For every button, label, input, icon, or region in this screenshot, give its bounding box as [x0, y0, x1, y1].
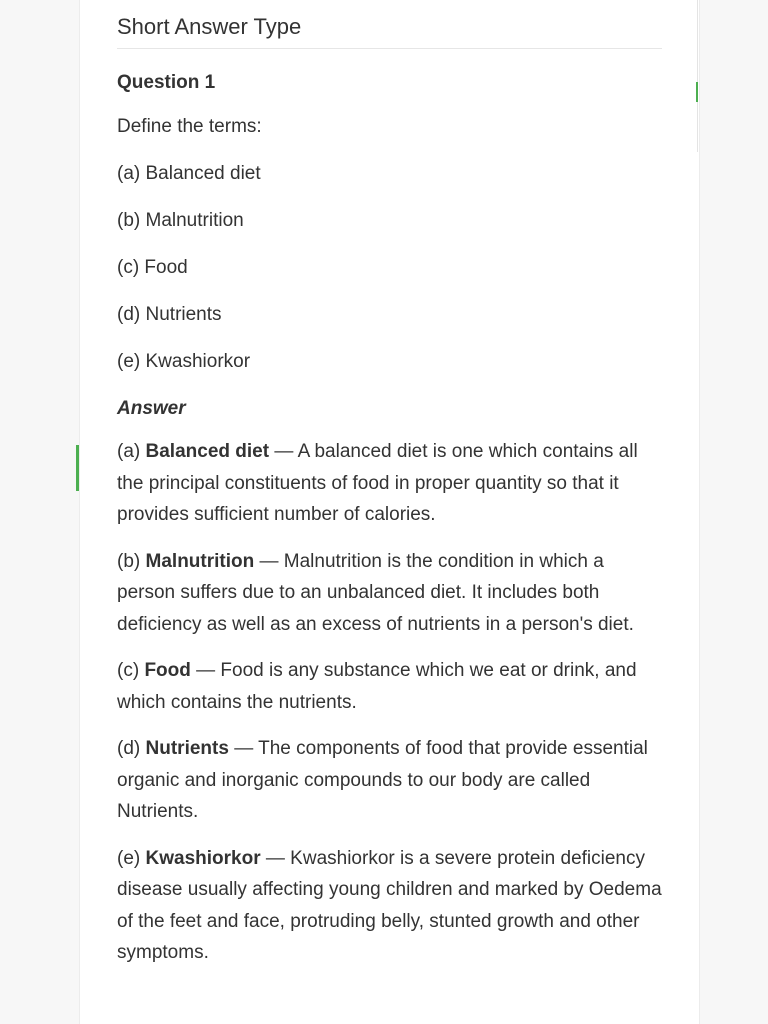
answer-item — [117, 733, 662, 828]
question-prompt: Define the terms: — [117, 116, 262, 137]
question-item: (a) Balanced diet — [117, 163, 261, 184]
article-content — [117, 0, 662, 969]
question-item: (e) Kwashiorkor — [117, 351, 251, 372]
answer-marker: (d) — [117, 738, 141, 759]
answer-marker: (e) — [117, 847, 141, 869]
answer-marker: (a) — [117, 441, 141, 462]
question-title: Question 1 — [117, 72, 216, 93]
answer-marker: (b) — [117, 550, 141, 572]
answer-item — [117, 843, 662, 969]
question-item: (c) Food — [117, 257, 188, 278]
side-panel-edge — [697, 0, 698, 152]
answer-term: Balanced diet — [145, 441, 270, 462]
accent-marker-right — [696, 82, 698, 102]
answer-term: Food — [144, 660, 191, 681]
answer-item — [117, 655, 662, 718]
answer-marker: (c) — [117, 660, 140, 681]
answer-term: Nutrients — [145, 738, 229, 759]
question-item: (b) Malnutrition — [117, 210, 244, 231]
section-title: Short Answer Type — [117, 0, 662, 49]
answer-definition: — Kwashiorkor is a severe protein deficiency disease usually affecting young children and marked by Oedema of the feet and face, protruding belly, stunted growth and other symptoms. — [117, 847, 662, 963]
answer-definition: — A balanced diet is one which contains all the principal constituents of food in proper quantity so that it provides sufficient number of calories. — [117, 441, 638, 525]
answer-term: Malnutrition — [145, 550, 255, 572]
answer-list — [117, 436, 662, 969]
answer-definition: — The components of food that provide essential organic and inorganic compounds to our body are called Nutrients. — [117, 738, 648, 822]
answer-term: Kwashiorkor — [145, 847, 261, 869]
answer-definition: — Malnutrition is the condition in which a person suffers due to an unbalanced diet. It includes both deficiency as well as an excess of nutrients in a person's diet. — [117, 550, 634, 635]
answer-item — [117, 546, 662, 641]
answer-item — [117, 436, 662, 531]
answer-label: Answer — [117, 398, 186, 419]
question-item: (d) Nutrients — [117, 304, 222, 325]
answer-definition: — Food is any substance which we eat or drink, and which contains the nutrients. — [117, 660, 637, 713]
accent-marker-left — [76, 445, 79, 491]
